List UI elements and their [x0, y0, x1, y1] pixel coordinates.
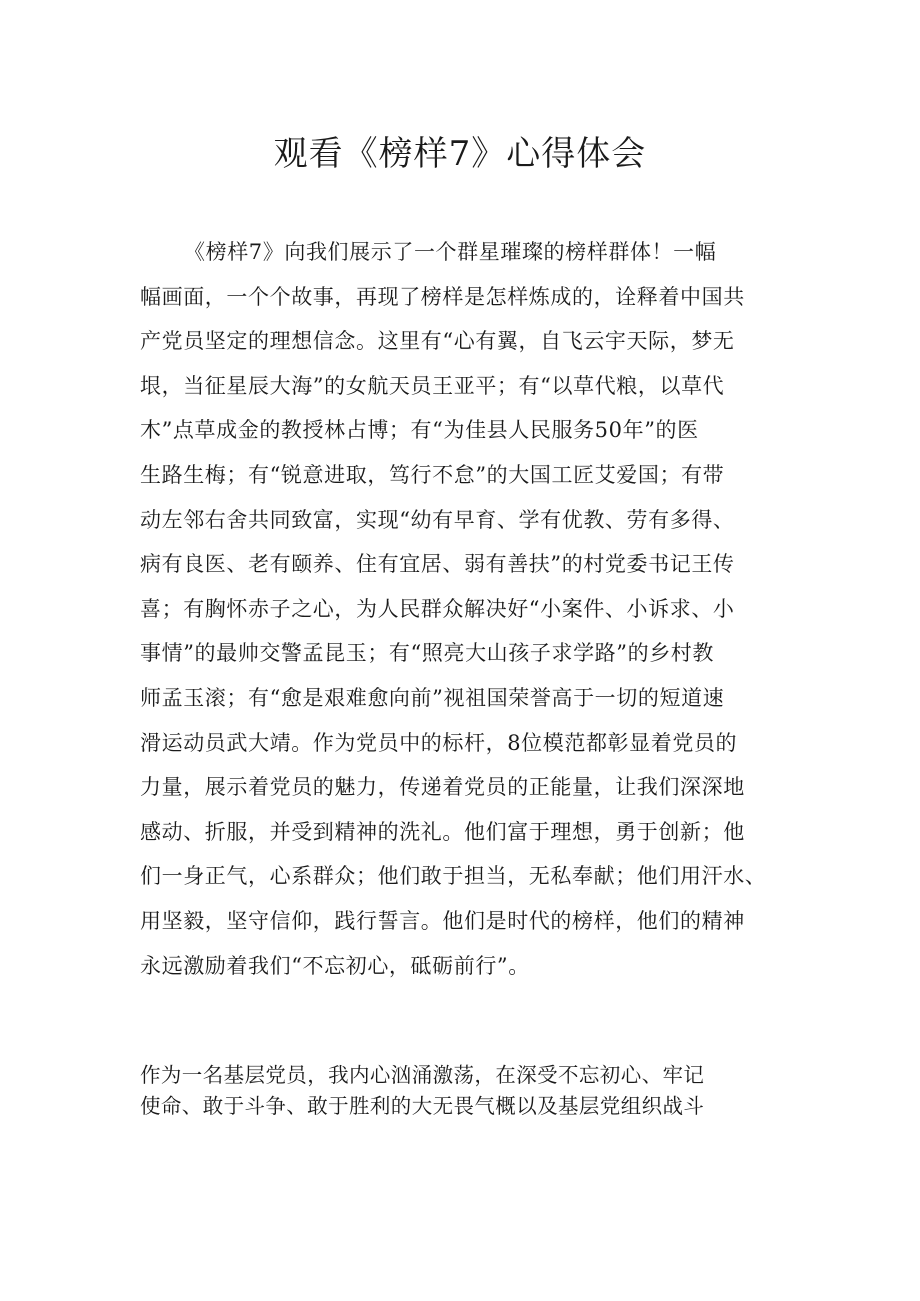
paragraph-line: 病有良医、老有颐养、住有宜居、弱有善扶”的村党委书记王传 [140, 552, 735, 577]
paragraph-line: 用坚毅，坚守信仰，践行誓言。他们是时代的榜样，他们的精神 [140, 908, 745, 933]
paragraph-line: 们一身正气，心系群众；他们敢于担当，无私奉献；他们用汗水、 [140, 864, 767, 889]
paragraph-line: 使命、敢于斗争、敢于胜利的大无畏气概以及基层党组织战斗 [140, 1094, 705, 1118]
paragraph-line: 师孟玉滚；有“愈是艰难愈向前”视祖国荣誉高于一切的短道速 [140, 685, 725, 710]
paragraph-2 [140, 1060, 800, 1122]
paragraph-line: 感动、折服，并受到精神的洗礼。他们富于理想，勇于创新；他 [140, 819, 745, 844]
paragraph-line: 动左邻右舍共同致富，实现“幼有早育、学有优教、劳有多得、 [140, 507, 735, 532]
paragraph-line: 木”点草成金的教授林占博；有“为佳县人民服务50年”的医 [140, 418, 699, 443]
document-title: 观看《榜样7》心得体会 [273, 134, 647, 174]
paragraph-line: 《榜样7》向我们展示了一个群星璀璨的榜样群体！一幅 [184, 240, 717, 264]
paragraph-line: 垠，当征星辰大海”的女航天员王亚平；有“以草代粮，以草代 [140, 373, 725, 398]
paragraph-line: 力量，展示着党员的魅力，传递着党员的正能量，让我们深深地 [140, 775, 745, 800]
paragraph-line: 产党员坚定的理想信念。这里有“心有翼，自飞云宇天际，梦无 [140, 329, 735, 354]
paragraph-line: 滑运动员武大靖。作为党员中的标杆，8位模范都彰显着党员的 [140, 730, 738, 755]
paragraph-line: 生路生梅；有“锐意进取，笃行不怠”的大国工匠艾爱国；有带 [140, 462, 725, 487]
paragraph-line: 幅画面，一个个故事，再现了榜样是怎样炼成的，诠释着中国共 [140, 284, 745, 309]
paragraph-line: 作为一名基层党员，我内心汹涌激荡，在深受不忘初心、牢记 [140, 1063, 705, 1087]
paragraph-line: 永远激励着我们“不忘初心，砥砺前行”。 [140, 953, 530, 978]
paragraph-line: 喜；有胸怀赤子之心，为人民群众解决好“小案件、小诉求、小 [140, 596, 735, 621]
paragraph-line: 事情”的最帅交警孟昆玉；有“照亮大山孩子求学路”的乡村教 [140, 641, 715, 666]
paragraph-1 [140, 230, 800, 988]
